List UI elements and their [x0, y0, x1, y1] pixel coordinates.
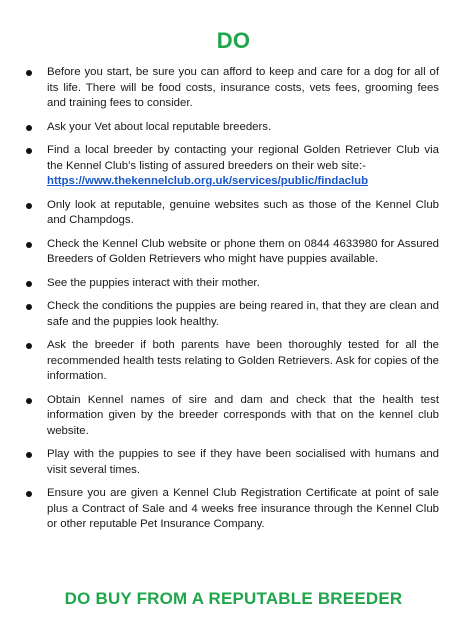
item-text: Obtain Kennel names of sire and dam and check that the health test information given by the breeder corresponds with that on the kennel club website. [47, 393, 439, 437]
item-text: See the puppies interact with their mother. [47, 276, 260, 289]
bullet-icon [26, 125, 32, 131]
item-text: Ask the breeder if both parents have been thoroughly tested for all the recommended health tests relating to Golden Retrievers. Ask for copies of the information. [47, 339, 439, 382]
bullet-icon [26, 398, 32, 404]
item-text: Only look at reputable, genuine websites such as those of the Kennel Club and Champdogs. [47, 198, 439, 226]
list-item [0, 393, 467, 440]
item-text: Check the conditions the puppies are being reared in, that they are clean and safe and the puppies look healthy. [47, 300, 439, 328]
bullet-icon [26, 70, 32, 76]
bullet-icon [26, 203, 32, 209]
list-item [0, 120, 467, 136]
bullet-icon [26, 148, 32, 154]
bullet-icon [26, 242, 32, 248]
item-text: Check the Kennel Club website or phone them on 0844 4633980 for Assured Breeders of Golden Retrievers who might have puppies available. [47, 237, 439, 265]
list-item [0, 486, 467, 533]
list-item [0, 276, 467, 292]
advice-list [0, 65, 467, 541]
bullet-icon [26, 343, 32, 349]
bullet-icon [26, 452, 32, 458]
item-text: Before you start, be sure you can afford to keep and care for a dog for all of its life. There will be food costs, insurance costs, vets fees, grooming fees and training fees to consider. [47, 66, 439, 109]
item-text: Play with the puppies to see if they have been socialised with humans and visit several times. [47, 448, 439, 476]
page-title: DO [216, 28, 251, 53]
item-text: Ensure you are given a Kennel Club Registration Certificate at point of sale plus a Contract of Sale and 4 weeks free insurance through the Kennel Club or other reputable Pet Insurance Company. [47, 487, 439, 530]
findaclub-link[interactable]: https://www.thekennelclub.org.uk/services/public/findaclub [47, 175, 369, 187]
bullet-icon [26, 491, 32, 497]
item-text: Find a local breeder by contacting your regional Golden Retriever Club via the Kennel Club’s listing of assured breeders on their web site:- [47, 144, 439, 172]
list-item [0, 299, 467, 330]
bullet-icon [26, 304, 32, 310]
bullet-icon [26, 281, 32, 287]
footer-heading: DO BUY FROM A REPUTABLE BREEDER [64, 589, 403, 608]
list-item [0, 447, 467, 478]
list-item [0, 237, 467, 268]
item-text: Ask your Vet about local reputable breeders. [47, 120, 272, 133]
list-item [0, 65, 467, 112]
list-item [0, 143, 467, 190]
list-item [0, 338, 467, 385]
list-item [0, 198, 467, 229]
